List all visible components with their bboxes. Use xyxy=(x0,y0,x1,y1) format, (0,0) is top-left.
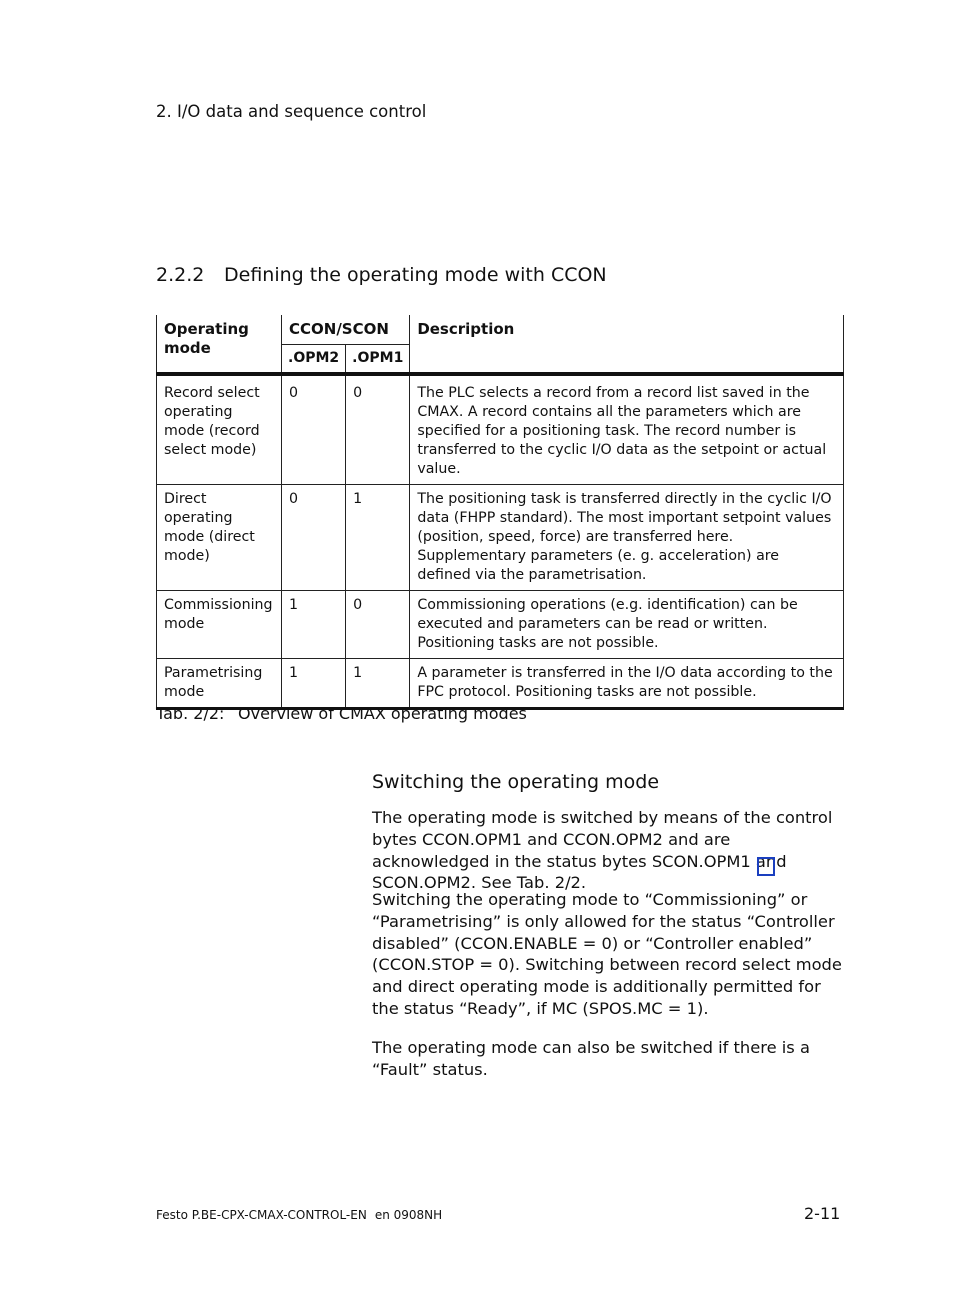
cell-description: The positioning task is transferred directly in the cyclic I/O data (FHPP standard). The most important setpoint values (position, speed, force) are transferred here. Supplementary parameters (e. g. acceleration) are defined via the parametrisation. xyxy=(410,485,844,591)
chapter-header: 2. I/O data and sequence control xyxy=(156,102,427,121)
footer-document-id xyxy=(156,1208,442,1222)
header-ccon-scon: CCON/SCON xyxy=(282,315,410,345)
cell-opm2: 0 xyxy=(282,485,346,591)
cell-opm1: 1 xyxy=(346,659,410,709)
table-row xyxy=(157,591,844,659)
cursor-marker xyxy=(757,857,775,876)
header-opm1: .OPM1 xyxy=(346,345,410,375)
table-row xyxy=(157,374,844,485)
cell-description: A parameter is transferred in the I/O data according to the FPC protocol. Positioning tasks are not possible. xyxy=(410,659,844,709)
cell-description: The PLC selects a record from a record list saved in the CMAX. A record contains all the parameters which are specified for a positioning task. The record number is transferred to the cyclic I/O data as the setpoint or actual value. xyxy=(410,374,844,485)
cell-mode: Parametrising mode xyxy=(157,659,282,709)
section-number: 2.2.2 xyxy=(156,264,205,286)
cell-opm2: 1 xyxy=(282,591,346,659)
footer-document: Festo P.BE-CPX-CMAX-CONTROL-EN xyxy=(156,1208,367,1222)
table-caption xyxy=(156,704,527,723)
header-opm2: .OPM2 xyxy=(282,345,346,375)
cell-description: Commissioning operations (e.g. identification) can be executed and parameters can be read or written. Positioning tasks are not possible. xyxy=(410,591,844,659)
operating-modes-table xyxy=(156,315,844,710)
caption-label: Tab. 2/2: xyxy=(156,704,225,723)
paragraph: The operating mode can also be switched if there is a “Fault” status. xyxy=(372,1038,810,1079)
cell-opm1: 0 xyxy=(346,591,410,659)
header-description: Description xyxy=(410,315,844,374)
caption-text: Overview of CMAX operating modes xyxy=(238,704,527,723)
page-number: 2-11 xyxy=(804,1204,841,1223)
cell-opm2: 0 xyxy=(282,374,346,485)
table-row xyxy=(157,659,844,709)
cell-mode: Commissioning mode xyxy=(157,591,282,659)
section-title: Defining the operating mode with CCON xyxy=(224,264,607,286)
cell-mode: Direct operating mode (direct mode) xyxy=(157,485,282,591)
paragraph: The operating mode is switched by means of the control bytes CCON.OPM1 and CCON.OPM2 and are acknowledged in the status bytes SCON.OPM1 and SCON.OPM2. See Tab. 2/2. xyxy=(372,808,833,893)
cell-opm1: 1 xyxy=(346,485,410,591)
header-operating-mode: Operating mode xyxy=(157,315,282,374)
cell-opm2: 1 xyxy=(282,659,346,709)
cell-mode: Record select operating mode (record select mode) xyxy=(157,374,282,485)
footer-version: en 0908NH xyxy=(374,1208,443,1222)
section-heading xyxy=(156,264,607,286)
table-row xyxy=(157,485,844,591)
cell-opm1: 0 xyxy=(346,374,410,485)
table-header-row xyxy=(157,315,844,345)
paragraph: Switching the operating mode to “Commissioning” or “Parametrising” is only allowed for the status “Controller disabled” (CCON.ENABLE = 0) or “Controller enabled” (CCON.STOP = 0). Switching between record select mode and direct operating mode is additionally permitted for the status “Ready”, if MC (SPOS.MC = 1). xyxy=(372,890,842,1018)
subsection-heading: Switching the operating mode xyxy=(372,771,660,793)
